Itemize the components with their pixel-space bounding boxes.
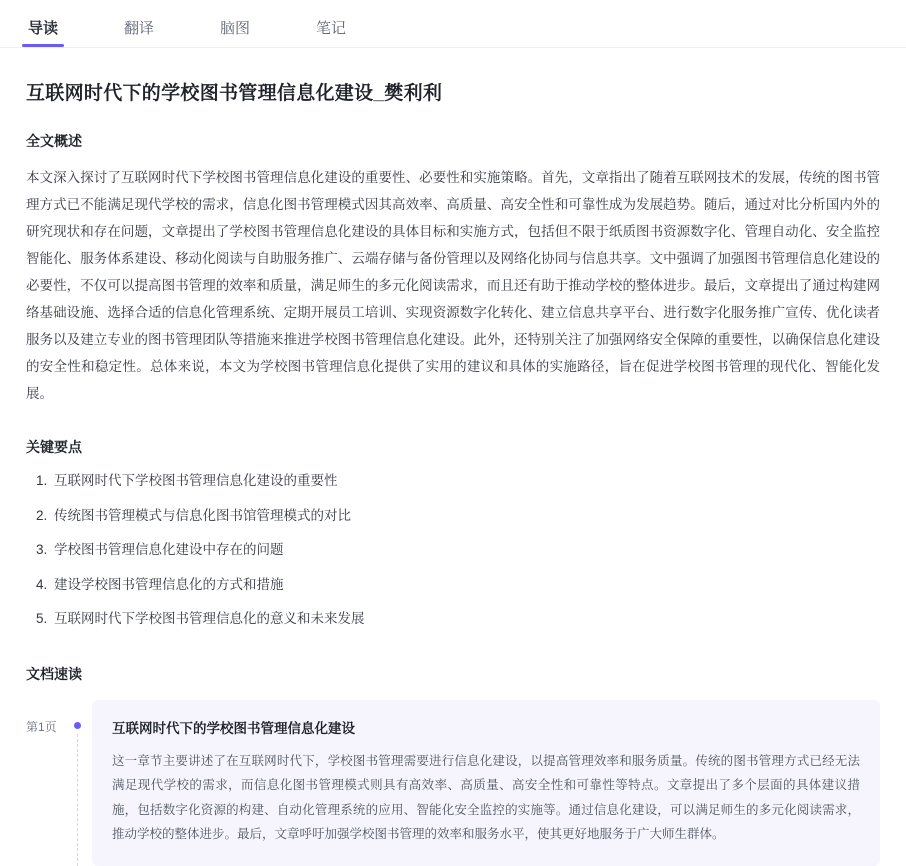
list-item: 建设学校图书管理信息化的方式和措施 [54,576,284,592]
tab-notes-label: 笔记 [316,20,347,37]
timeline-dot-icon [74,722,81,729]
summary-heading: 全文概述 [26,133,82,149]
list-item: 学校图书管理信息化建设中存在的问题 [54,542,284,558]
tab-bar [0,0,906,48]
quickread-heading: 文档速读 [26,665,82,682]
content-area [0,48,906,866]
quickread-page-label: 第1页 [26,719,57,734]
summary-text: 本文深入探讨了互联网时代下学校图书管理信息化建设的重要性、必要性和实施策略。首先，文章指出了随着互联网技术的发展，传统的图书管理方式已不能满足现代学校的需求，信息化图书管理模式因其高效率、高质量、高安全性和可靠性成为发展趋势。随后，通过对比分析国内外的研究现状和存在问题，文章提出了学校图书管理信息化建设的具体目标和实施方式，包括但不限于纸质图书资源数字化、管理自动化、安全监控智能化、服务体系建设、移动化阅读与自助服务推广、云端存储与备份管理以及网络化协同与信息共享。文中强调了加强图书管理信息化建设的必要性，不仅可以提高图书管理的效率和质量，满足师生的多元化阅读需求，而且还有助于推动学校的整体进步。最后，文章提出了通过构建网络基础设施、选择合适的信息化管理系统、定期开展员工培训、实现资源数字化转化、建立信息共享平台、进行数字化服务推广宣传、优化读者服务以及建立专业的图书管理团队等措施来推进学校图书管理信息化建设。此外，还特别关注了加强网络安全保障的重要性，以确保信息化建设的安全性和稳定性。总体来说，本文为学校图书管理信息化提供了实用的建议和具体的实施路径，旨在促进学校图书管理的现代化、智能化发展。 [26,170,880,401]
quickread-entry [26,700,880,866]
tab-mindmap[interactable] [214,21,256,47]
tab-guide[interactable] [22,21,64,47]
list-item: 互联网时代下学校图书管理信息化的意义和未来发展 [54,611,365,627]
quickread-card-body: 这一章节主要讲述了在互联网时代下，学校图书管理需要进行信息化建设，以提高管理效率和服务质量。传统的图书管理方式已经无法满足现代学校的需求，而信息化图书管理模式则具有高效率、高质量、高安全性和可靠性等特点。文章提出了多个层面的具体建议措施，包括数字化资源的构建、自动化管理系统的应用、智能化安全监控的实施等。通过信息化建设，可以满足师生的多元化阅读需求，推动学校的整体进步。最后，文章呼吁加强学校图书管理的效率和服务水平，使其更好地服务于广大师生群体。 [112,753,860,842]
timeline-line [77,734,78,866]
page-title: 互联网时代下的学校图书管理信息化建设_樊利利 [26,83,443,104]
tab-translate-label: 翻译 [124,20,155,37]
keypoints-heading: 关键要点 [26,439,82,455]
tab-notes[interactable] [310,21,352,47]
list-item: 传统图书管理模式与信息化图书馆管理模式的对比 [54,507,351,523]
tab-guide-label: 导读 [28,20,59,37]
quickread-card-title: 互联网时代下的学校图书管理信息化建设 [112,720,355,736]
quickread-card[interactable] [92,700,880,866]
keypoints-list [26,470,880,630]
list-item: 互联网时代下学校图书管理信息化建设的重要性 [54,473,338,488]
tab-mindmap-label: 脑图 [220,20,251,37]
quickread-timeline-rail [70,700,92,866]
tab-translate[interactable] [118,21,160,47]
